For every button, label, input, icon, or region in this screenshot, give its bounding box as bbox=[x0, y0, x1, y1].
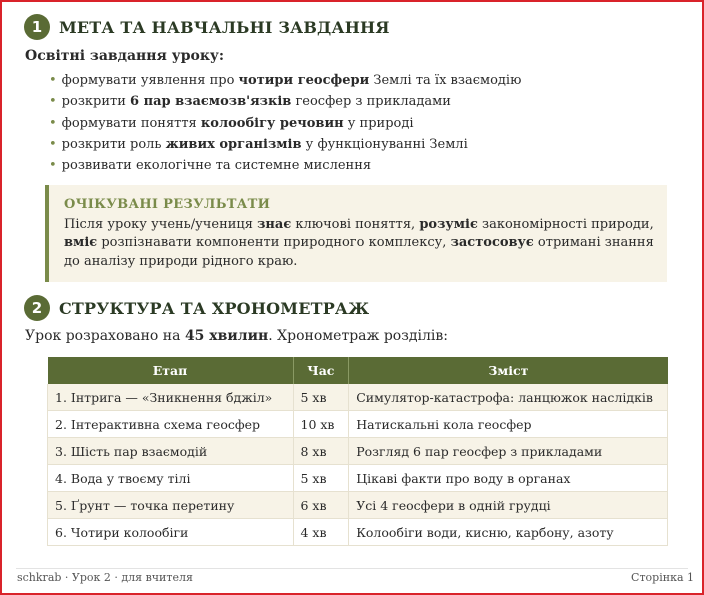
content-cell: Цікаві факти про воду в органах bbox=[349, 465, 668, 492]
stage-cell: 5. Ґрунт — точка перетину bbox=[48, 492, 294, 519]
content-cell: Симулятор-катастрофа: ланцюжок наслідків bbox=[349, 384, 668, 411]
table-row bbox=[48, 384, 668, 411]
section-1-header bbox=[24, 14, 390, 40]
column-header: Час bbox=[293, 357, 349, 384]
list-item: • розкрити 6 пар взаємозв'язків геосфер з прикладами bbox=[49, 94, 451, 110]
column-header: Зміст bbox=[349, 357, 668, 384]
time-cell: 10 хв bbox=[293, 411, 349, 438]
section-title: СТРУКТУРА ТА ХРОНОМЕТРАЖ bbox=[59, 298, 370, 318]
content-cell: Колообіги води, кисню, карбону, азоту bbox=[349, 519, 668, 546]
stage-cell: 3. Шість пар взаємодій bbox=[48, 438, 294, 465]
stage-cell: 2. Інтерактивна схема геосфер bbox=[48, 411, 294, 438]
list-item: • розвивати екологічне та системне мислення bbox=[49, 158, 372, 174]
footer-left: schkrab · Урок 2 · для вчителя bbox=[17, 571, 193, 584]
bullet-icon: • bbox=[49, 158, 57, 174]
page-number: Сторінка 1 bbox=[631, 571, 694, 584]
table-row bbox=[48, 519, 668, 546]
column-header: Етап bbox=[48, 357, 294, 384]
bullet-icon: • bbox=[49, 73, 57, 88]
stage-cell: 4. Вода у твоєму тілі bbox=[48, 465, 294, 492]
section-title: МЕТА ТА НАВЧАЛЬНІ ЗАВДАННЯ bbox=[59, 17, 390, 37]
list-item: • розкрити роль живих організмів у функціонуванні Землі bbox=[49, 136, 468, 152]
time-cell: 4 хв bbox=[293, 519, 349, 546]
content-cell: Розгляд 6 пар геосфер з прикладами bbox=[349, 438, 668, 465]
bullet-icon: • bbox=[49, 136, 57, 152]
table-row bbox=[48, 438, 668, 465]
goals-list bbox=[49, 70, 521, 176]
table-header-row bbox=[48, 357, 668, 384]
content-cell: Натискальні кола геосфер bbox=[349, 411, 668, 438]
table-row bbox=[48, 465, 668, 492]
section-number-badge: 1 bbox=[24, 14, 50, 40]
table-row bbox=[48, 492, 668, 519]
expected-results-callout bbox=[45, 185, 667, 282]
table-row bbox=[48, 411, 668, 438]
stage-cell: 6. Чотири колообіги bbox=[48, 519, 294, 546]
list-item: • формувати поняття колообігу речовин у природі bbox=[49, 115, 414, 131]
stage-cell: 1. Інтрига — «Зникнення бджіл» bbox=[48, 384, 294, 411]
list-item: • формувати уявлення про чотири геосфери Землі та їх взаємодію bbox=[49, 73, 522, 88]
bullet-icon: • bbox=[49, 94, 57, 110]
goals-subheading: Освітні завдання уроку: bbox=[25, 48, 225, 64]
callout-text: Після уроку учень/учениця знає ключові поняття, розуміє закономірності природи, вміє розпізнавати компоненти природного комплексу, застосовує отримані знання до аналізу природи рідного краю. bbox=[64, 217, 654, 269]
content-cell: Усі 4 геосфери в одній грудці bbox=[349, 492, 668, 519]
timing-table bbox=[47, 357, 668, 546]
bullet-icon: • bbox=[49, 115, 57, 131]
timing-intro: Урок розраховано на 45 хвилин. Хронометраж розділів: bbox=[25, 328, 448, 344]
time-cell: 5 хв bbox=[293, 465, 349, 492]
footer-divider bbox=[16, 568, 688, 569]
section-number-badge: 2 bbox=[24, 295, 50, 321]
time-cell: 8 хв bbox=[293, 438, 349, 465]
section-2-header bbox=[24, 295, 369, 321]
callout-title: ОЧІКУВАНІ РЕЗУЛЬТАТИ bbox=[64, 197, 271, 212]
time-cell: 6 хв bbox=[293, 492, 349, 519]
time-cell: 5 хв bbox=[293, 384, 349, 411]
